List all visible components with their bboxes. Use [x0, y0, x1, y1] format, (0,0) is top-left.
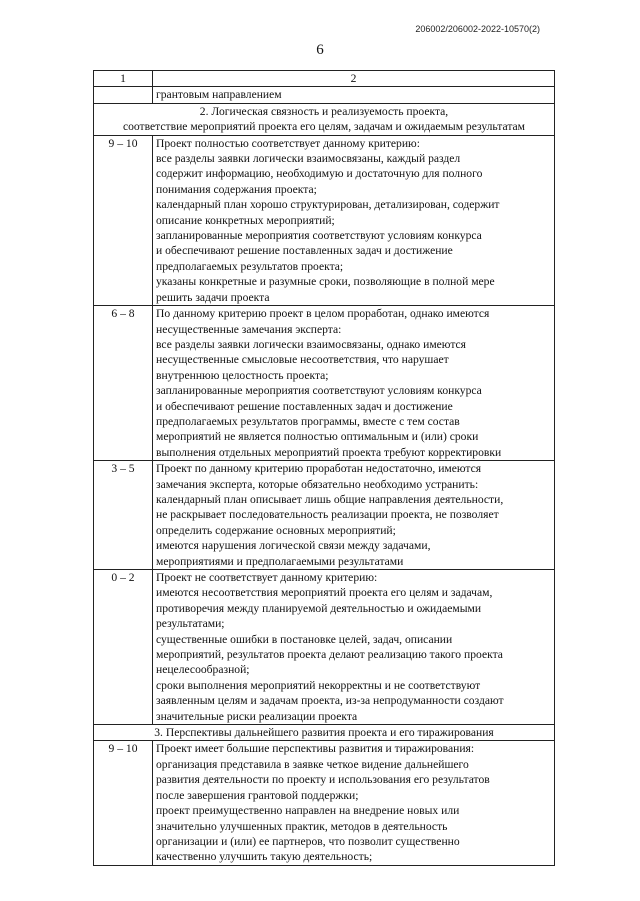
description-line: проект преимущественно направлен на внедрение новых или [156, 804, 460, 818]
description-line: организация представила в заявке четкое видение дальнейшего [156, 757, 469, 771]
description-line: календарный план хорошо структурирован, детализирован, содержит [156, 198, 500, 212]
score-range: 6 – 8 [94, 306, 153, 461]
description-line: заявленным целям и задачам проекта, из-за непродуманности создают [156, 694, 504, 708]
criteria-table [93, 70, 555, 866]
criteria-row [94, 741, 555, 865]
description-line: Проект имеет большие перспективы развития и тиражирования: [156, 742, 475, 756]
description-line: организации и (или) ее партнеров, что позволит существенно [156, 834, 460, 848]
section-2-title [94, 103, 555, 135]
description-line: нецелесообразной; [156, 663, 250, 677]
description-line: результатами; [156, 617, 225, 631]
description-line: Проект полностью соответствует данному критерию: [156, 136, 420, 150]
table-header-row [94, 71, 555, 87]
description-line: несущественные смысловые несоответствия, что нарушает [156, 353, 449, 367]
score-range: 9 – 10 [94, 741, 153, 865]
description-line: все разделы заявки логически взаимосвязаны, однако имеются [156, 337, 467, 351]
continuation-text: грантовым направлением [153, 87, 555, 103]
document-id: 206002/206002-2022-10570(2) [415, 24, 540, 34]
criteria-row [94, 306, 555, 461]
description-line: не раскрывает последовательность реализации проекта, не позволяет [156, 508, 499, 522]
description-line: мероприятий, результатов проекта делают реализацию такого проекта [156, 648, 503, 662]
section-2-title-line: 2. Логическая связность и реализуемость проекта, [199, 104, 449, 118]
description-line: несущественные замечания эксперта: [156, 322, 342, 336]
description-line: все разделы заявки логически взаимосвязаны, каждый раздел [156, 152, 461, 166]
description-line: значительные риски реализации проекта [156, 709, 358, 723]
header-col-2: 2 [153, 71, 555, 87]
description-line: после завершения грантовой поддержки; [156, 788, 359, 802]
section-3-title-row [94, 725, 555, 741]
description-line: Проект по данному критерию проработан недостаточно, имеются [156, 462, 482, 476]
criteria-row [94, 570, 555, 725]
description-line: и обеспечивают решение поставленных задач и достижение [156, 399, 453, 413]
description-line: выполнения отдельных мероприятий проекта требуют корректировки [156, 445, 502, 459]
description-line: противоречия между планируемой деятельностью и ожидаемыми [156, 601, 482, 615]
description-line: календарный план описывает лишь общие направления деятельности, [156, 492, 504, 506]
section-3-title: 3. Перспективы дальнейшего развития проекта и его тиражирования [94, 725, 555, 741]
description-line: развития деятельности по проекту и использования его результатов [156, 773, 490, 787]
description-line: понимания содержания проекта; [156, 182, 317, 196]
criteria-description [153, 306, 555, 461]
description-line: предполагаемых результатов программы, вместе с тем состав [156, 414, 460, 428]
description-line: указаны конкретные и разумные сроки, позволяющие в полной мере [156, 275, 495, 289]
description-line: значительно улучшенных практик, методов в деятельность [156, 819, 448, 833]
section-2-title-line: соответствие мероприятий проекта его целям, задачам и ожидаемым результатам [122, 120, 526, 134]
description-line: описание конкретных мероприятий; [156, 213, 335, 227]
description-line: По данному критерию проект в целом проработан, однако имеются [156, 307, 490, 321]
description-line: имеются нарушения логической связи между задачами, [156, 539, 431, 553]
description-line: внутреннюю целостность проекта; [156, 368, 329, 382]
description-line: замечания эксперта, которые обязательно необходимо устранить: [156, 477, 479, 491]
score-range: 9 – 10 [94, 135, 153, 305]
description-line: предполагаемых результатов проекта; [156, 259, 344, 273]
criteria-row [94, 461, 555, 570]
page-number: 6 [316, 42, 324, 58]
description-line: существенные ошибки в постановке целей, задач, описании [156, 632, 453, 646]
criteria-description [153, 570, 555, 725]
description-line: запланированные мероприятия соответствуют условиям конкурса [156, 384, 482, 398]
description-line: мероприятий не является полностью оптимальным и (или) сроки [156, 430, 479, 444]
description-line: сроки выполнения мероприятий некорректны и не соответствуют [156, 678, 481, 692]
description-line: и обеспечивают решение поставленных задач и достижение [156, 244, 453, 258]
description-line: имеются несоответствия мероприятий проекта его целям и задачам, [156, 586, 493, 600]
score-range: 3 – 5 [94, 461, 153, 570]
description-line: запланированные мероприятия соответствуют условиям конкурса [156, 229, 482, 243]
criteria-description [153, 461, 555, 570]
empty-score-cell [94, 87, 153, 103]
description-line: мероприятиями и предполагаемыми результатами [156, 554, 404, 568]
section-2-title-row [94, 103, 555, 135]
criteria-description [153, 741, 555, 865]
header-col-1: 1 [94, 71, 153, 87]
description-line: Проект не соответствует данному критерию: [156, 571, 378, 584]
criteria-description [153, 135, 555, 305]
description-line: определить содержание основных мероприятий; [156, 523, 396, 537]
description-line: качественно улучшить такую деятельность; [156, 850, 373, 864]
score-range: 0 – 2 [94, 570, 153, 725]
criteria-row [94, 135, 555, 305]
continuation-row [94, 87, 555, 103]
description-line: содержит информацию, необходимую и достаточную для полного [156, 167, 483, 181]
description-line: решить задачи проекта [156, 290, 270, 304]
